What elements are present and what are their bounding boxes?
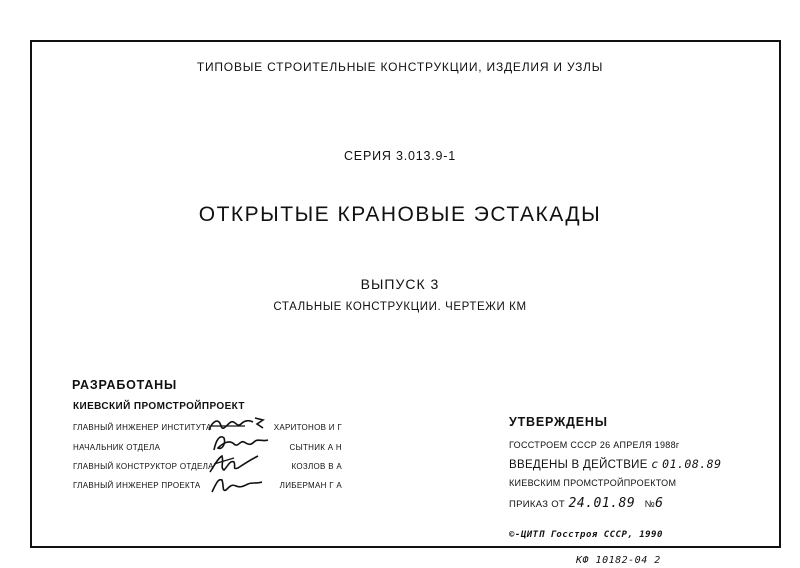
effective-label: ВВЕДЕНЫ В ДЕЙСТВИЕ [509, 459, 648, 471]
order-number: 6 [655, 496, 664, 511]
approval-authority: ГОССТРОЕМ СССР 26 АПРЕЛЯ 1988г [509, 440, 680, 450]
staff-role: ГЛАВНЫЙ ИНЖЕНЕР ИНСТИТУТА [73, 423, 212, 432]
document-subtitle: СТАЛЬНЫЕ КОНСТРУКЦИИ. ЧЕРТЕЖИ КМ [273, 301, 527, 313]
staff-name: КОЗЛОВ В А [291, 462, 342, 471]
series-number: СЕРИЯ 3.013.9-1 [343, 149, 456, 163]
signature-3 [204, 452, 260, 476]
document-title: ОТКРЫТЫЕ КРАНОВЫЕ ЭСТАКАДЫ [198, 203, 602, 226]
staff-name: ХАРИТОНОВ И Г [273, 423, 342, 432]
approved-heading: УТВЕРЖДЕНЫ [509, 415, 608, 429]
effective-line [509, 457, 722, 471]
copyright-stamp: ©-ЦИТП Госстроя СССР, 1990 [509, 530, 663, 540]
order-date: 24.01.89 [568, 496, 636, 511]
signature-4 [208, 474, 264, 496]
approved-by: КИЕВСКИМ ПРОМСТРОЙПРОЕКТОМ [509, 478, 677, 488]
staff-role: ГЛАВНЫЙ ИНЖЕНЕР ПРОЕКТА [73, 481, 201, 490]
sheet-code: КФ 10182-04 2 [576, 555, 661, 566]
order-number-label: № [644, 499, 656, 510]
order-line [509, 496, 663, 511]
staff-role: ГЛАВНЫЙ КОНСТРУКТОР ОТДЕЛА [73, 462, 214, 471]
signature-2 [210, 432, 270, 454]
developer-organization: КИЕВСКИЙ ПРОМСТРОЙПРОЕКТ [73, 401, 245, 412]
effective-prefix: с [651, 457, 659, 471]
staff-name: ЛИБЕРМАН Г А [279, 481, 342, 490]
developed-heading: РАЗРАБОТАНЫ [72, 378, 178, 392]
staff-role: НАЧАЛЬНИК ОТДЕЛА [73, 443, 161, 452]
issue-number: ВЫПУСК 3 [360, 276, 440, 292]
order-label: ПРИКАЗ ОТ [509, 499, 566, 510]
series-header: ТИПОВЫЕ СТРОИТЕЛЬНЫЕ КОНСТРУКЦИИ, ИЗДЕЛИЯ И УЗЛЫ [196, 60, 604, 74]
effective-date: 01.08.89 [662, 457, 722, 471]
staff-name: СЫТНИК А Н [289, 443, 342, 452]
page-border-frame [30, 40, 781, 548]
